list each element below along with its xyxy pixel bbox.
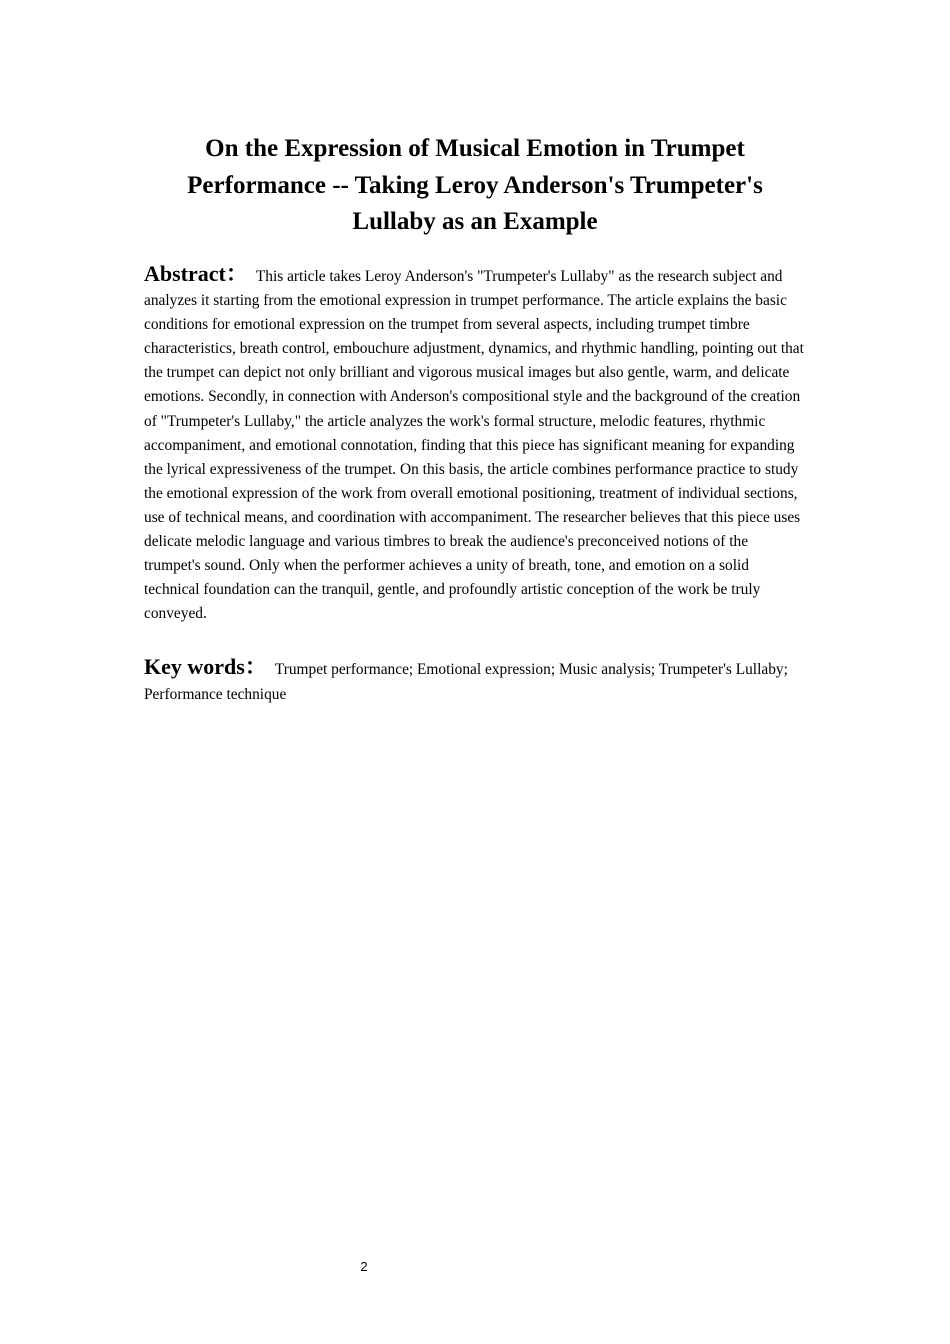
abstract-text: This article takes Leroy Anderson's "Trumpeter's Lullaby" as the research subject and analyzes it starting from the emotional expression in trumpet performance. The article explains the basic conditions for emotional expression on the trumpet from several aspects, including trumpet timbre characteristics, breath control, embouchure adjustment, dynamics, and rhythmic handling, pointing out that the trumpet can depict not only brilliant and vigorous musical images but also gentle, warm, and delicate emotions. Secondly, in connection with Anderson's compositional style and the background of the creation of "Trumpeter's Lullaby," the article analyzes the work's formal structure, melodic features, rhythmic accompaniment, and emotional connotation, finding that this piece has significant meaning for expanding the lyrical expressiveness of the trumpet. On this basis, the article combines performance practice to study the emotional expression of the work from overall emotional positioning, treatment of individual sections, use of technical means, and coordination with accompaniment. The researcher believes that this piece uses delicate melodic language and various timbres to break the audience's preconceived notions of the trumpet's sound. Only when the performer achieves a unity of breath, tone, and emotion on a solid technical foundation can the tranquil, gentle, and profoundly artistic conception of the work be truly conveyed.	[144, 268, 804, 623]
keywords-label: Key words	[144, 654, 245, 679]
document-title: On the Expression of Musical Emotion in Trumpet Performance -- Taking Leroy Anderson's Trumpeter's Lullaby as an Example	[187, 135, 763, 235]
keywords-colon: ：	[244, 655, 267, 680]
abstract-label: Abstract	[144, 261, 226, 286]
keywords-section	[144, 655, 806, 707]
abstract-section	[144, 262, 806, 626]
page-number: 2	[360, 1259, 368, 1274]
abstract-colon: ：	[225, 262, 248, 287]
keywords-text: Trumpet performance; Emotional expression; Music analysis; Trumpeter's Lullaby; Performance technique	[144, 661, 788, 703]
